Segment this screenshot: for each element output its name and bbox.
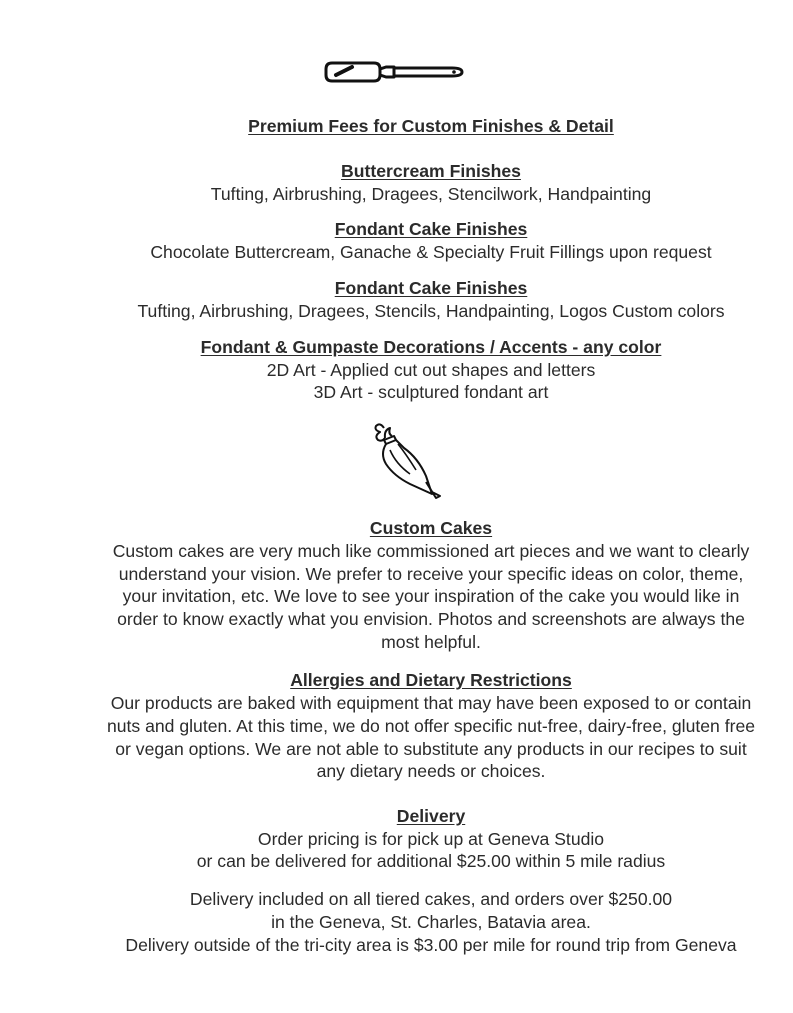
fondant-finishes-text: Tufting, Airbrushing, Dragees, Stencils, Handpainting, Logos Custom colors [137, 301, 725, 321]
delivery-text-1: Order pricing is for pick up at Geneva Studio [257, 829, 605, 849]
custom-cakes-text-4: order to know exactly what you envision. Photos and screenshots are always the [117, 609, 745, 629]
delivery-text-3: Delivery included on all tiered cakes, and orders over $250.00 [189, 889, 673, 909]
piping-bag-icon [370, 420, 448, 502]
delivery-text-2: or can be delivered for additional $25.00 within 5 mile radius [196, 851, 666, 871]
custom-cakes-text-5: most helpful. [381, 632, 481, 652]
decorations-text-3d: 3D Art - sculptured fondant art [313, 382, 549, 402]
allergies-text-3: or vegan options. We are not able to substitute any products in our recipes to suit [115, 739, 747, 759]
allergies-text-1: Our products are baked with equipment that may have been exposed to or contain [110, 693, 752, 713]
delivery-text-5: Delivery outside of the tri-city area is $3.00 per mile for round trip from Geneva [125, 935, 737, 955]
delivery-text-4: in the Geneva, St. Charles, Batavia area. [271, 912, 591, 932]
section-heading-delivery: Delivery [396, 806, 466, 826]
allergies-text-2: nuts and gluten. At this time, we do not offer specific nut-free, dairy-free, gluten free [106, 716, 756, 736]
custom-cakes-text-2: understand your vision. We prefer to receive your specific ideas on color, theme, [118, 564, 744, 584]
section-heading-allergies: Allergies and Dietary Restrictions [290, 670, 572, 690]
section-heading-fondant-fillings: Fondant Cake Finishes [334, 219, 528, 239]
page-title: Premium Fees for Custom Finishes & Detail [248, 116, 614, 136]
section-heading-decorations: Fondant & Gumpaste Decorations / Accents - any color [200, 337, 662, 357]
custom-cakes-text-3: your invitation, etc. We love to see your inspiration of the cake you would like in [122, 586, 740, 606]
section-heading-custom-cakes: Custom Cakes [369, 518, 493, 538]
allergies-text-4: any dietary needs or choices. [316, 761, 546, 781]
section-heading-buttercream: Buttercream Finishes [341, 161, 521, 181]
buttercream-text: Tufting, Airbrushing, Dragees, Stencilwork, Handpainting [210, 184, 652, 204]
decorations-text-2d: 2D Art - Applied cut out shapes and letters [266, 360, 596, 380]
fondant-fillings-text: Chocolate Buttercream, Ganache & Specialty Fruit Fillings upon request [150, 242, 712, 262]
custom-cakes-text-1: Custom cakes are very much like commissioned art pieces and we want to clearly [112, 541, 750, 561]
spatula-icon [322, 56, 466, 88]
section-heading-fondant-finishes: Fondant Cake Finishes [334, 278, 528, 298]
